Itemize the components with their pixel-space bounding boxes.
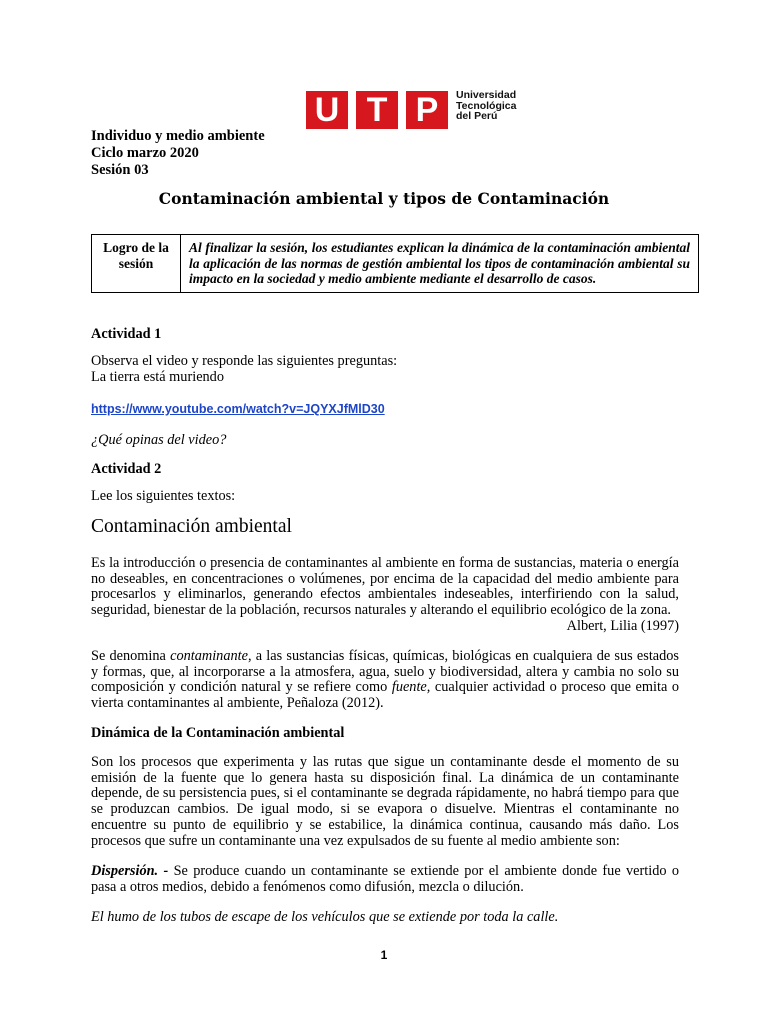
logro-label: Logro de la sesión — [92, 235, 181, 293]
logo-university-name: Universidad Tecnológica del Perú — [456, 89, 517, 122]
video-link[interactable]: https://www.youtube.com/watch?v=JQYXJfMlD30 — [91, 402, 385, 416]
section-paragraph-2: Se denomina contaminante, a las sustancias físicas, químicas, biológicas en cualquiera de sus estados y formas, que, al incorporarse a la atmosfera, agua, suelo y biodiversidad, altera y cambia no solo su composición y condición natural y se refiere como fuente, cualquier actividad o proceso que emita o vierta contaminantes al ambiente, Peñaloza (2012). — [91, 648, 679, 712]
dispersion-term: Dispersión. - — [91, 863, 169, 879]
section-paragraph-1: Es la introducción o presencia de contaminantes al ambiente en forma de sustancias, materia o energía no deseables, en concentraciones o volúmenes, por encima de la capacidad del medio ambiente para procesarlos y eliminarlos, generando efectos ambientales indeseables, interfiriendo con la salud, seguridad, bienestar de la población, recursos naturales y alterando el equilibrio ecológico de la zona. — [91, 555, 679, 619]
actividad1-video-title: La tierra está muriendo — [91, 369, 224, 385]
logo-letter-u: U — [306, 91, 348, 129]
logo-letter-t: T — [356, 91, 398, 129]
actividad2-heading: Actividad 2 — [91, 461, 162, 477]
logo-letter-p: P — [406, 91, 448, 129]
term-fuente: fuente, — [391, 679, 431, 696]
actividad1-instruction: Observa el video y responde las siguientes preguntas: — [91, 353, 398, 369]
utp-logo — [306, 88, 521, 130]
logro-text: Al finalizar la sesión, los estudiantes explican la dinámica de la contaminación ambiental la aplicación de las normas de gestión ambiental los tipos de contaminación ambiental su impacto en la sociedad y medio ambiente mediante el desarrollo de casos. — [181, 235, 699, 293]
term-contaminante: contaminante — [170, 648, 248, 664]
actividad2-instruction: Lee los siguientes textos: — [91, 488, 236, 504]
dinamica-heading: Dinámica de la Contaminación ambiental — [91, 725, 345, 741]
cycle-label: Ciclo marzo 2020 — [91, 145, 199, 161]
dispersion-paragraph: Dispersión. - Se produce cuando un contaminante se extiende por el ambiente donde fue vertido o pasa a otros medios, debido a fenómenos como difusión, mezcla o dilución. — [91, 863, 679, 895]
section-heading: Contaminación ambiental — [91, 516, 292, 537]
actividad1-question: ¿Qué opinas del video? — [91, 432, 227, 448]
course-name: Individuo y medio ambiente — [91, 128, 265, 144]
actividad1-heading: Actividad 1 — [91, 326, 162, 342]
logro-table — [91, 234, 699, 293]
dispersion-example: El humo de los tubos de escape de los vehículos que se extiende por toda la calle. — [91, 909, 559, 925]
dinamica-paragraph: Son los procesos que experimenta y las rutas que sigue un contaminante desde el momento de su emisión de la fuente que lo genera hasta su disposición final. La dinámica de un contaminante depende, de su persistencia pues, si el contaminante se degrada rápidamente, no habrá tiempo para que se produzcan cambios. De igual modo, si se evapora o disuelve. Mientras el contaminante no encuentre su punto de equilibrio y se estabilice, la dinámica continua, causando más daño. Los procesos que sufre un contaminante una vez expulsados de su fuente al medio ambiente son: — [91, 754, 679, 849]
session-label: Sesión 03 — [91, 162, 149, 178]
page-number: 1 — [380, 948, 388, 962]
section-citation-1: Albert, Lilia (1997) — [566, 618, 679, 634]
page-title: Contaminación ambiental y tipos de Contaminación — [158, 189, 610, 208]
